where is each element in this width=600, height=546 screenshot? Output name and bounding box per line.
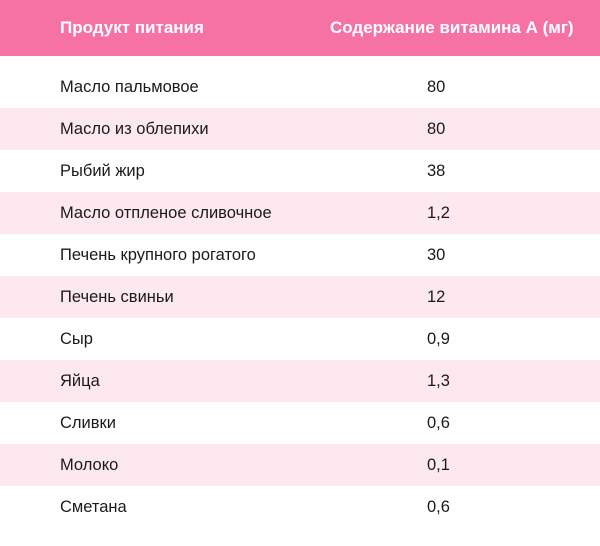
value-cell: 0,6: [427, 497, 450, 516]
value-cell: 1,3: [427, 371, 450, 390]
table-row: [0, 360, 600, 402]
table-row: [0, 486, 600, 528]
table-body: [0, 66, 600, 528]
table-header: [0, 0, 600, 56]
product-cell: Масло пальмовое: [60, 77, 199, 96]
product-cell: Сметана: [60, 497, 127, 516]
header-product: Продукт питания: [60, 18, 204, 37]
value-cell: 1,2: [427, 203, 450, 222]
table-row: [0, 402, 600, 444]
product-cell: Печень крупного рогатого: [60, 245, 256, 264]
value-cell: 0,1: [427, 455, 450, 474]
value-cell: 0,9: [427, 329, 450, 348]
value-cell: 80: [427, 119, 446, 138]
product-cell: Молоко: [60, 455, 119, 474]
table-row: [0, 108, 600, 150]
product-cell: Сливки: [60, 413, 116, 432]
table-row: [0, 276, 600, 318]
table-row: [0, 150, 600, 192]
product-cell: Яйца: [60, 371, 100, 390]
value-cell: 30: [427, 245, 446, 264]
table-row: [0, 318, 600, 360]
value-cell: 38: [427, 161, 446, 180]
table-row: [0, 66, 600, 108]
value-cell: 12: [427, 287, 446, 306]
table-row: [0, 444, 600, 486]
product-cell: Рыбий жир: [60, 161, 145, 180]
table-row: [0, 234, 600, 276]
value-cell: 0,6: [427, 413, 450, 432]
product-cell: Печень свиньи: [60, 287, 174, 306]
product-cell: Сыр: [60, 329, 93, 348]
header-vitamin: Содержание витамина А (мг): [330, 18, 574, 37]
product-cell: Масло из облепихи: [60, 119, 209, 138]
table-row: [0, 192, 600, 234]
value-cell: 80: [427, 77, 446, 96]
product-cell: Масло отпленое сливочное: [60, 203, 272, 222]
header-spacer: [0, 56, 600, 66]
